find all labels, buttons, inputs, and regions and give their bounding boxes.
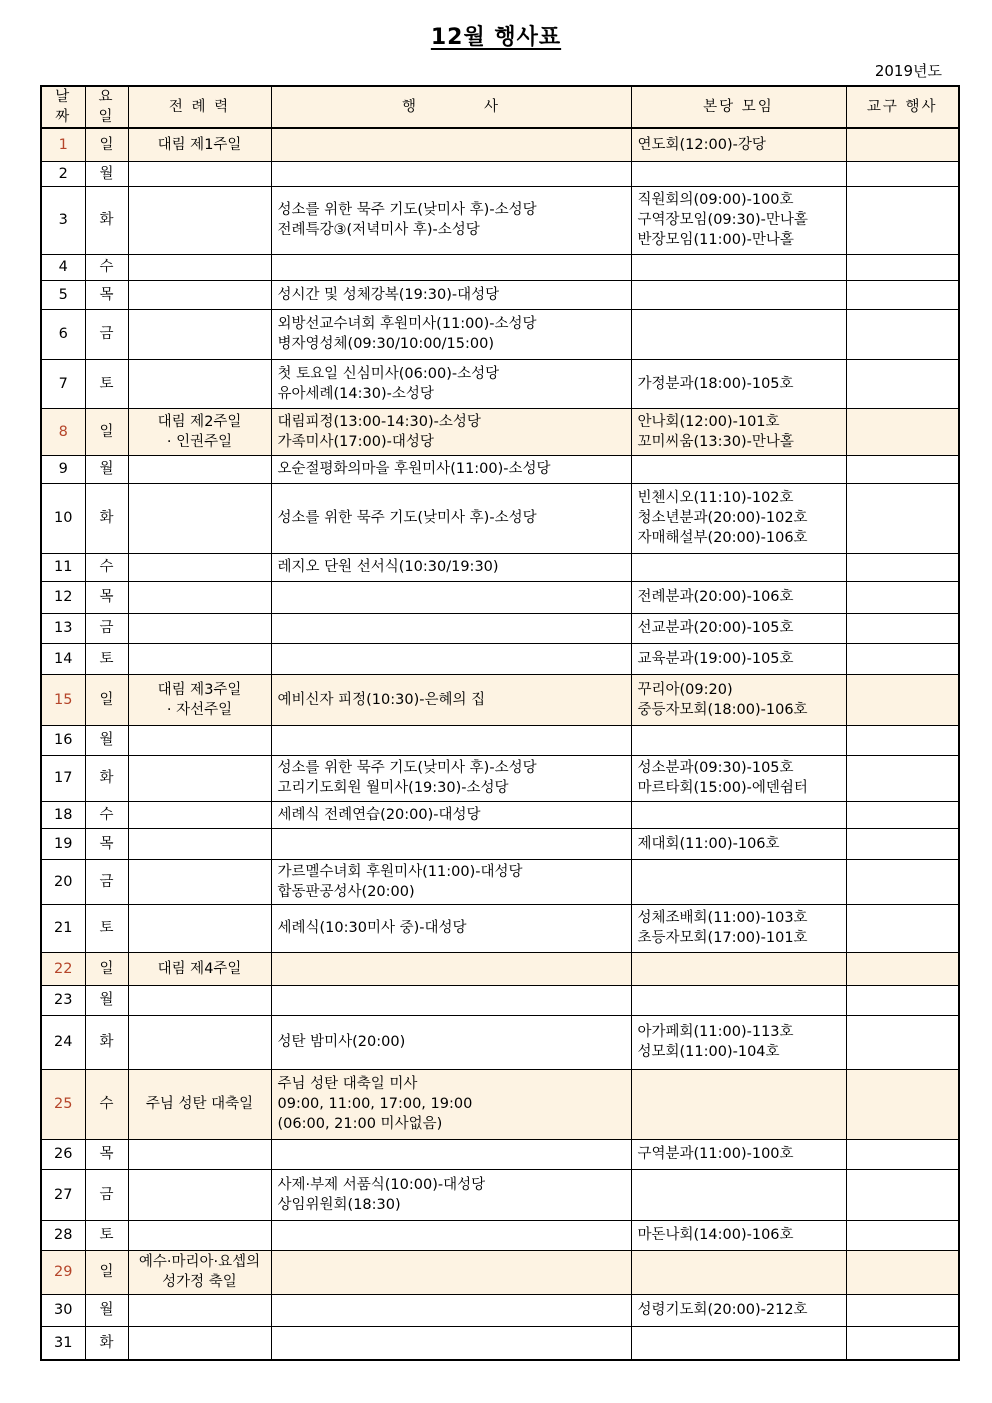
date-cell: 26 (41, 1139, 85, 1169)
event-line: 외방선교수녀회 후원미사(11:00)-소성당 (277, 316, 537, 332)
liturgy-cell (128, 161, 271, 186)
event-line: 상임위원회(18:30) (277, 1196, 401, 1213)
liturgy-cell (128, 455, 271, 483)
liturgy-cell (128, 801, 271, 828)
parish-meetings-cell (631, 128, 846, 161)
events-cell (271, 952, 631, 985)
diocese-events-cell (846, 280, 959, 309)
events-cell (271, 643, 631, 674)
events-cell (271, 1326, 631, 1360)
date-cell: 5 (41, 280, 85, 309)
table-row (41, 904, 959, 952)
table-row (41, 985, 959, 1015)
parish-meetings-cell (631, 859, 846, 904)
liturgy-cell (128, 1169, 271, 1220)
diocese-events-cell (846, 801, 959, 828)
weekday-cell: 화 (85, 186, 128, 254)
events-cell (271, 1250, 631, 1294)
diocese-events-cell (846, 254, 959, 280)
date-cell: 11 (41, 553, 85, 581)
table-row (41, 1139, 959, 1169)
event-line: 첫 토요일 신심미사(06:00)-소성당 (277, 365, 500, 382)
date-cell: 9 (41, 455, 85, 483)
weekday-cell: 월 (85, 985, 128, 1015)
events-cell (271, 161, 631, 186)
table-row (41, 801, 959, 828)
parish-meetings-cell (631, 952, 846, 985)
date-cell: 2 (41, 161, 85, 186)
liturgy-cell (128, 725, 271, 755)
liturgy-line: 대림 제2주일 (157, 413, 242, 430)
meeting-line: 반장모임(11:00)-만나홀 (637, 232, 794, 248)
parish-meetings-cell (631, 455, 846, 483)
meeting-line: 성모회(11:00)-104호 (637, 1044, 780, 1060)
liturgy-cell (128, 985, 271, 1015)
meeting-line: 선교분과(20:00)-105호 (637, 620, 794, 636)
weekday-cell: 목 (85, 828, 128, 859)
events-cell (271, 254, 631, 280)
events-cell (271, 553, 631, 581)
weekday-cell: 월 (85, 1294, 128, 1326)
parish-meetings-cell (631, 801, 846, 828)
table-row (41, 186, 959, 254)
date-cell: 25 (41, 1069, 85, 1139)
diocese-events-cell (846, 1069, 959, 1139)
events-cell (271, 483, 631, 553)
weekday-cell: 수 (85, 254, 128, 280)
events-cell (271, 581, 631, 613)
diocese-events-cell (846, 643, 959, 674)
diocese-events-cell (846, 128, 959, 161)
date-cell: 24 (41, 1015, 85, 1069)
parish-meetings-cell (631, 1250, 846, 1294)
parish-meetings-cell (631, 483, 846, 553)
event-line: 세례식(10:30미사 중)-대성당 (277, 920, 467, 936)
liturgy-line: 성가정 축일 (162, 1274, 237, 1290)
meeting-line: 직원회의(09:00)-100호 (637, 192, 794, 208)
weekday-cell: 토 (85, 904, 128, 952)
liturgy-cell (128, 280, 271, 309)
parish-meetings-cell (631, 161, 846, 186)
events-cell (271, 1220, 631, 1250)
event-line: 사제·부제 서품식(10:00)-대성당 (277, 1176, 486, 1193)
events-cell (271, 674, 631, 725)
diocese-events-cell (846, 985, 959, 1015)
diocese-events-cell (846, 455, 959, 483)
table-row (41, 952, 959, 985)
table-row (41, 309, 959, 359)
diocese-events-cell (846, 828, 959, 859)
weekday-cell: 수 (85, 1069, 128, 1139)
diocese-events-cell (846, 483, 959, 553)
table-row (41, 455, 959, 483)
weekday-cell: 일 (85, 408, 128, 455)
event-line: 병자영성체(09:30/10:00/15:00) (277, 336, 494, 352)
meeting-line: 꾸리아(09:20) (637, 681, 733, 698)
weekday-cell: 일 (85, 952, 128, 985)
date-cell: 13 (41, 613, 85, 643)
diocese-events-cell (846, 1169, 959, 1220)
date-cell: 20 (41, 859, 85, 904)
parish-meetings-cell (631, 186, 846, 254)
events-cell (271, 1015, 631, 1069)
events-cell (271, 725, 631, 755)
meeting-line: 마르타회(15:00)-에덴쉼터 (637, 780, 808, 796)
date-cell: 31 (41, 1326, 85, 1360)
liturgy-cell (128, 1326, 271, 1360)
diocese-events-cell (846, 1294, 959, 1326)
date-cell: 19 (41, 828, 85, 859)
weekday-cell: 금 (85, 1169, 128, 1220)
liturgy-cell (128, 643, 271, 674)
liturgy-cell (128, 828, 271, 859)
date-cell: 27 (41, 1169, 85, 1220)
liturgy-cell (128, 613, 271, 643)
diocese-events-cell (846, 1250, 959, 1294)
page-title: 12월 행사표 (430, 25, 562, 50)
event-line: 성소를 위한 묵주 기도(낮미사 후)-소성당 (277, 510, 537, 526)
diocese-events-cell (846, 1015, 959, 1069)
meeting-line: 성령기도회(20:00)-212호 (637, 1302, 808, 1318)
liturgy-cell (128, 1139, 271, 1169)
meeting-line: 성소분과(09:30)-105호 (637, 760, 794, 776)
diocese-events-cell (846, 1139, 959, 1169)
parish-meetings-cell (631, 1015, 846, 1069)
diocese-events-cell (846, 161, 959, 186)
events-cell (271, 455, 631, 483)
events-cell (271, 985, 631, 1015)
parish-meetings-cell (631, 359, 846, 408)
diocese-events-cell (846, 674, 959, 725)
event-line: 가족미사(17:00)-대성당 (277, 433, 434, 450)
table-row (41, 1250, 959, 1294)
diocese-events-cell (846, 952, 959, 985)
meeting-line: 교육분과(19:00)-105호 (637, 650, 794, 667)
header-date: 날짜 (41, 86, 85, 128)
weekday-cell: 화 (85, 483, 128, 553)
liturgy-cell (128, 581, 271, 613)
event-line: 성시간 및 성체강복(19:30)-대성당 (277, 286, 500, 303)
diocese-events-cell (846, 1220, 959, 1250)
parish-meetings-cell (631, 1169, 846, 1220)
date-cell: 4 (41, 254, 85, 280)
parish-meetings-cell (631, 828, 846, 859)
meeting-line: 구역장모임(09:30)-만나홀 (637, 212, 808, 228)
diocese-events-cell (846, 553, 959, 581)
diocese-events-cell (846, 309, 959, 359)
weekday-cell: 목 (85, 581, 128, 613)
diocese-events-cell (846, 904, 959, 952)
table-row (41, 643, 959, 674)
header-events: 행 사 (271, 86, 631, 128)
diocese-events-cell (846, 1326, 959, 1360)
event-line: 가르멜수녀회 후원미사(11:00)-대성당 (277, 863, 523, 880)
date-cell: 21 (41, 904, 85, 952)
event-line: 09:00, 11:00, 17:00, 19:00 (277, 1096, 473, 1112)
liturgy-cell (128, 254, 271, 280)
events-cell (271, 613, 631, 643)
parish-meetings-cell (631, 309, 846, 359)
date-cell: 22 (41, 952, 85, 985)
liturgy-cell (128, 309, 271, 359)
event-line: 합동판공성사(20:00) (277, 883, 415, 900)
liturgy-cell (128, 1250, 271, 1294)
date-cell: 16 (41, 725, 85, 755)
parish-meetings-cell (631, 1139, 846, 1169)
parish-meetings-cell (631, 1326, 846, 1360)
table-row (41, 359, 959, 408)
year-label: 2019년도 (874, 62, 942, 80)
weekday-cell: 일 (85, 1250, 128, 1294)
events-cell (271, 828, 631, 859)
event-line: 유아세례(14:30)-소성당 (277, 385, 434, 402)
events-cell (271, 309, 631, 359)
events-cell (271, 1169, 631, 1220)
table-row (41, 280, 959, 309)
liturgy-cell (128, 755, 271, 801)
table-row (41, 483, 959, 553)
weekday-cell: 화 (85, 1015, 128, 1069)
liturgy-cell (128, 483, 271, 553)
event-line: (06:00, 21:00 미사없음) (277, 1116, 443, 1132)
header-parish-meetings: 본당 모임 (631, 86, 846, 128)
events-cell (271, 755, 631, 801)
meeting-line: 아가페회(11:00)-113호 (637, 1024, 794, 1040)
event-line: 고리기도회원 월미사(19:30)-소성당 (277, 780, 509, 796)
header-liturgy: 전 례 력 (128, 86, 271, 128)
parish-meetings-cell (631, 1069, 846, 1139)
table-row (41, 581, 959, 613)
meeting-line: 안나회(12:00)-101호 (637, 413, 780, 430)
header-row (41, 86, 959, 128)
event-line: 레지오 단원 선서식(10:30/19:30) (277, 559, 499, 575)
meeting-line: 청소년분과(20:00)-102호 (637, 510, 808, 526)
table-row (41, 1220, 959, 1250)
date-cell: 14 (41, 643, 85, 674)
diocese-events-cell (846, 613, 959, 643)
diocese-events-cell (846, 725, 959, 755)
weekday-cell: 수 (85, 801, 128, 828)
event-line: 대림피정(13:00-14:30)-소성당 (277, 413, 481, 430)
parish-meetings-cell (631, 254, 846, 280)
meeting-line: 빈첸시오(11:10)-102호 (637, 490, 794, 506)
table-row (41, 674, 959, 725)
parish-meetings-cell (631, 725, 846, 755)
parish-meetings-cell (631, 581, 846, 613)
liturgy-cell: 대림 제1주일 (128, 128, 271, 161)
table-row (41, 254, 959, 280)
meeting-line: 구역분과(11:00)-100호 (637, 1146, 794, 1162)
events-cell (271, 1139, 631, 1169)
meeting-line: 전례분과(20:00)-106호 (637, 589, 794, 605)
table-row (41, 755, 959, 801)
date-cell: 18 (41, 801, 85, 828)
event-line: 성소를 위한 묵주 기도(낮미사 후)-소성당 (277, 760, 537, 776)
events-cell (271, 801, 631, 828)
meeting-line: 가정분과(18:00)-105호 (637, 375, 794, 392)
weekday-cell: 토 (85, 643, 128, 674)
diocese-events-cell (846, 186, 959, 254)
weekday-cell: 월 (85, 455, 128, 483)
events-cell (271, 128, 631, 161)
date-cell: 29 (41, 1250, 85, 1294)
meeting-line: 자매해설부(20:00)-106호 (637, 530, 808, 546)
meeting-line: 성체조배회(11:00)-103호 (637, 910, 808, 926)
table-row (41, 1069, 959, 1139)
diocese-events-cell (846, 359, 959, 408)
date-cell: 1 (41, 128, 85, 161)
diocese-events-cell (846, 408, 959, 455)
table-row (41, 408, 959, 455)
weekday-cell: 일 (85, 128, 128, 161)
liturgy-cell (128, 408, 271, 455)
meeting-line: 연도회(12:00)-강당 (637, 136, 766, 153)
table-row (41, 161, 959, 186)
parish-meetings-cell (631, 755, 846, 801)
event-line: 주님 성탄 대축일 미사 (277, 1076, 418, 1092)
meeting-line: 마돈나회(14:00)-106호 (637, 1227, 794, 1243)
date-cell: 6 (41, 309, 85, 359)
diocese-events-cell (846, 755, 959, 801)
liturgy-cell (128, 859, 271, 904)
date-cell: 7 (41, 359, 85, 408)
liturgy-line: · 자선주일 (166, 701, 233, 718)
meeting-line: 중등자모회(18:00)-106호 (637, 701, 808, 718)
liturgy-cell (128, 1294, 271, 1326)
parish-meetings-cell (631, 643, 846, 674)
event-line: 오순절평화의마을 후원미사(11:00)-소성당 (277, 461, 551, 477)
event-table (40, 85, 960, 1361)
liturgy-cell: 주님 성탄 대축일 (128, 1069, 271, 1139)
meeting-line: 꼬미씨움(13:30)-만나홀 (637, 433, 794, 450)
weekday-cell: 화 (85, 1326, 128, 1360)
date-cell: 28 (41, 1220, 85, 1250)
weekday-cell: 수 (85, 553, 128, 581)
meeting-line: 초등자모회(17:00)-101호 (637, 930, 808, 946)
date-cell: 17 (41, 755, 85, 801)
event-line: 예비신자 피정(10:30)-은혜의 집 (277, 691, 486, 708)
parish-meetings-cell (631, 280, 846, 309)
events-cell (271, 359, 631, 408)
events-cell (271, 904, 631, 952)
events-cell (271, 280, 631, 309)
event-line: 성탄 밤미사(20:00) (277, 1034, 406, 1050)
weekday-cell: 토 (85, 359, 128, 408)
liturgy-cell (128, 553, 271, 581)
table-row (41, 128, 959, 161)
weekday-cell: 목 (85, 1139, 128, 1169)
events-cell (271, 859, 631, 904)
diocese-events-cell (846, 581, 959, 613)
weekday-cell: 금 (85, 859, 128, 904)
events-cell (271, 1069, 631, 1139)
table-row (41, 859, 959, 904)
liturgy-line: 예수·마리아·요셉의 (138, 1254, 261, 1270)
parish-meetings-cell (631, 408, 846, 455)
weekday-cell: 화 (85, 755, 128, 801)
parish-meetings-cell (631, 674, 846, 725)
liturgy-cell: 대림 제4주일 (128, 952, 271, 985)
table-row (41, 613, 959, 643)
weekday-cell: 금 (85, 613, 128, 643)
liturgy-cell (128, 1015, 271, 1069)
liturgy-line: · 인권주일 (166, 433, 233, 450)
header-weekday: 요일 (85, 86, 128, 128)
weekday-cell: 목 (85, 280, 128, 309)
table-row (41, 1294, 959, 1326)
liturgy-cell (128, 674, 271, 725)
liturgy-cell (128, 1220, 271, 1250)
date-cell: 30 (41, 1294, 85, 1326)
parish-meetings-cell (631, 1220, 846, 1250)
diocese-events-cell (846, 859, 959, 904)
meeting-line: 제대회(11:00)-106호 (637, 835, 780, 852)
liturgy-cell (128, 186, 271, 254)
parish-meetings-cell (631, 985, 846, 1015)
table-row (41, 1326, 959, 1360)
event-line: 전례특강③(저녁미사 후)-소성당 (277, 222, 480, 238)
parish-meetings-cell (631, 613, 846, 643)
date-cell: 3 (41, 186, 85, 254)
parish-meetings-cell (631, 1294, 846, 1326)
table-row (41, 1015, 959, 1069)
date-cell: 10 (41, 483, 85, 553)
parish-meetings-cell (631, 904, 846, 952)
weekday-cell: 월 (85, 161, 128, 186)
table-row (41, 553, 959, 581)
liturgy-line: 대림 제3주일 (157, 681, 242, 698)
liturgy-cell (128, 904, 271, 952)
events-cell (271, 186, 631, 254)
table-row (41, 1169, 959, 1220)
table-row (41, 828, 959, 859)
parish-meetings-cell (631, 553, 846, 581)
date-cell: 12 (41, 581, 85, 613)
date-cell: 8 (41, 408, 85, 455)
event-line: 성소를 위한 묵주 기도(낮미사 후)-소성당 (277, 202, 537, 218)
date-cell: 15 (41, 674, 85, 725)
weekday-cell: 월 (85, 725, 128, 755)
header-diocese-events: 교구 행사 (846, 86, 959, 128)
weekday-cell: 일 (85, 674, 128, 725)
event-line: 세례식 전례연습(20:00)-대성당 (277, 806, 481, 823)
events-cell (271, 1294, 631, 1326)
liturgy-cell (128, 359, 271, 408)
events-cell (271, 408, 631, 455)
date-cell: 23 (41, 985, 85, 1015)
weekday-cell: 금 (85, 309, 128, 359)
weekday-cell: 토 (85, 1220, 128, 1250)
table-row (41, 725, 959, 755)
